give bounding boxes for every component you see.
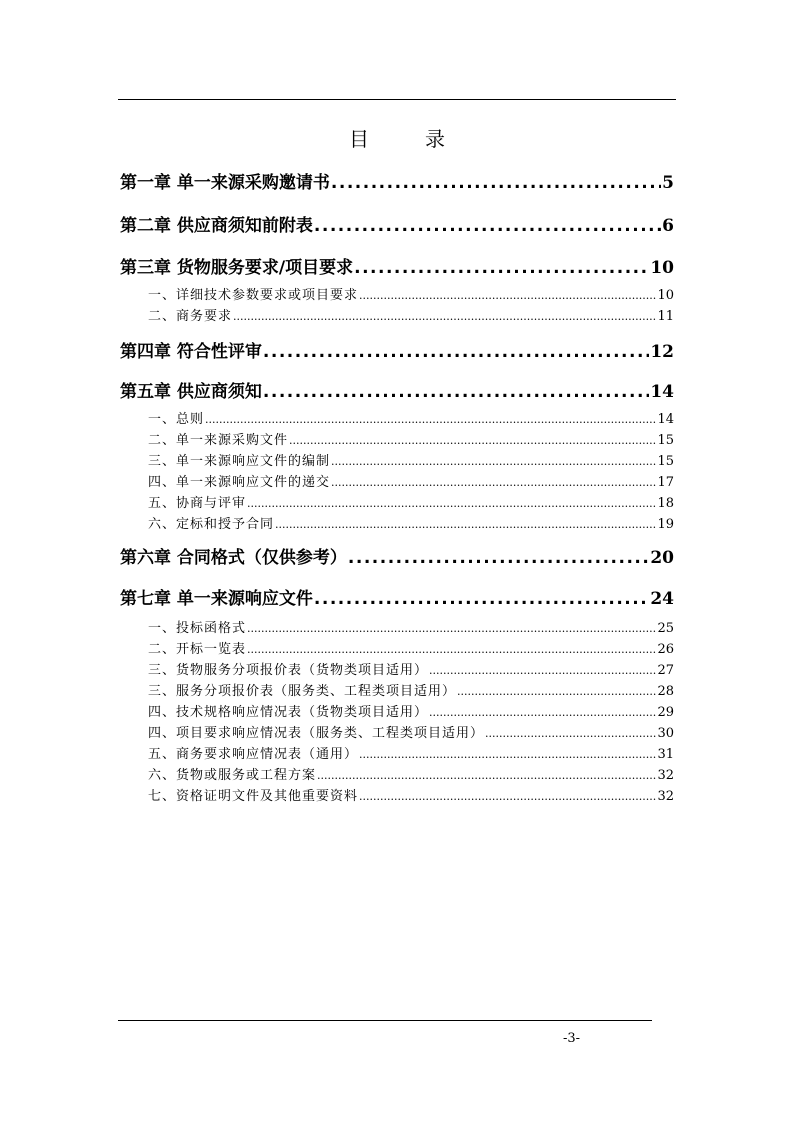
toc-section[interactable] xyxy=(148,284,674,303)
dot-leader xyxy=(233,309,656,324)
toc-chapter-label: 第六章 合同格式（仅供参考） xyxy=(120,548,347,568)
toc-chapter-label: 第七章 单一来源响应文件 xyxy=(120,589,313,609)
toc-chapter-3[interactable] xyxy=(120,253,674,278)
toc-chapter-label: 第三章 货物服务要求/项目要求 xyxy=(120,258,354,278)
toc-chapter-5[interactable] xyxy=(120,377,674,402)
toc-section-label: 三、服务分项报价表（服务类、工程类项目适用） xyxy=(148,684,457,699)
toc-section[interactable] xyxy=(148,450,674,469)
toc-section-label: 四、项目要求响应情况表（服务类、工程类项目适用） xyxy=(148,726,485,741)
toc-section-label: 四、单一来源响应文件的递交 xyxy=(148,475,331,490)
dot-leader xyxy=(457,684,656,699)
dot-leader xyxy=(314,216,661,236)
dot-leader xyxy=(485,726,656,741)
footer-rule xyxy=(118,1020,652,1021)
toc-section-label: 一、总则 xyxy=(148,412,205,427)
dot-leader xyxy=(354,258,649,278)
toc-page-number: 15 xyxy=(657,433,674,448)
toc-chapter-label: 第二章 供应商须知前附表 xyxy=(120,216,313,236)
toc-section-label: 一、投标函格式 xyxy=(148,621,247,636)
toc-page-number: 14 xyxy=(650,382,674,402)
header-rule xyxy=(118,99,676,100)
toc-page-number: 6 xyxy=(662,216,674,236)
toc-chapter-6[interactable] xyxy=(120,543,674,568)
toc-title: 目 录 xyxy=(349,127,463,151)
toc-page-number: 15 xyxy=(657,454,674,469)
toc-page-number: 11 xyxy=(657,309,674,324)
toc-page-number: 30 xyxy=(657,726,674,741)
toc-section-label: 二、单一来源采购文件 xyxy=(148,433,289,448)
toc-page-number: 28 xyxy=(657,684,674,699)
toc-page-number: 27 xyxy=(657,663,674,678)
dot-leader xyxy=(275,517,656,532)
toc-section[interactable] xyxy=(148,305,674,324)
dot-leader xyxy=(348,548,649,568)
dot-leader xyxy=(289,433,656,448)
toc-section-label: 一、详细技术参数要求或项目要求 xyxy=(148,288,359,303)
toc-page-number: 10 xyxy=(650,258,674,278)
toc-section[interactable] xyxy=(148,764,674,783)
dot-leader xyxy=(317,768,656,783)
dot-leader xyxy=(263,382,649,402)
toc-chapter-1[interactable] xyxy=(120,168,674,193)
page-number: -3- xyxy=(563,1031,581,1046)
toc-page-number: 14 xyxy=(657,412,674,427)
toc-page-number: 19 xyxy=(657,517,674,532)
toc-page-number: 32 xyxy=(657,768,674,783)
dot-leader xyxy=(331,475,656,490)
toc-section[interactable] xyxy=(148,492,674,511)
toc-section[interactable] xyxy=(148,429,674,448)
toc-page-number: 10 xyxy=(657,288,674,303)
toc-section[interactable] xyxy=(148,785,674,804)
dot-leader xyxy=(263,342,649,362)
dot-leader xyxy=(359,789,656,804)
toc-section[interactable] xyxy=(148,722,674,741)
toc-chapter-label: 第一章 单一来源采购邀请书 xyxy=(120,173,330,193)
toc-section-label: 六、货物或服务或工程方案 xyxy=(148,768,317,783)
toc-section-label: 六、定标和授予合同 xyxy=(148,517,275,532)
dot-leader xyxy=(331,454,656,469)
toc-page-number: 29 xyxy=(657,705,674,720)
toc-section[interactable] xyxy=(148,701,674,720)
toc-page-number: 12 xyxy=(650,342,674,362)
toc-section-label: 七、资格证明文件及其他重要资料 xyxy=(148,789,359,804)
toc-section[interactable] xyxy=(148,659,674,678)
toc-page-number: 25 xyxy=(657,621,674,636)
toc-section[interactable] xyxy=(148,617,674,636)
toc-page-number: 24 xyxy=(650,589,674,609)
toc-page-number: 5 xyxy=(662,173,674,193)
dot-leader xyxy=(247,496,656,511)
toc-section[interactable] xyxy=(148,471,674,490)
dot-leader xyxy=(429,663,656,678)
toc-chapter-label: 第五章 供应商须知 xyxy=(120,382,262,402)
toc-section[interactable] xyxy=(148,513,674,532)
dot-leader xyxy=(331,173,661,193)
toc-page-number: 26 xyxy=(657,642,674,657)
toc-section-label: 三、货物服务分项报价表（货物类项目适用） xyxy=(148,663,429,678)
dot-leader xyxy=(314,589,649,609)
toc-chapter-2[interactable] xyxy=(120,211,674,236)
toc-section-label: 五、协商与评审 xyxy=(148,496,247,511)
toc-section[interactable] xyxy=(148,638,674,657)
toc-section-label: 五、商务要求响应情况表（通用） xyxy=(148,747,359,762)
toc-section[interactable] xyxy=(148,408,674,427)
dot-leader xyxy=(359,288,656,303)
dot-leader xyxy=(359,747,656,762)
toc-section-label: 二、商务要求 xyxy=(148,309,233,324)
dot-leader xyxy=(247,621,656,636)
toc-section[interactable] xyxy=(148,680,674,699)
dot-leader xyxy=(247,642,656,657)
toc-section-label: 四、技术规格响应情况表（货物类项目适用） xyxy=(148,705,429,720)
toc-section-label: 二、开标一览表 xyxy=(148,642,247,657)
toc-chapter-7[interactable] xyxy=(120,584,674,609)
dot-leader xyxy=(205,412,656,427)
toc-section-label: 三、单一来源响应文件的编制 xyxy=(148,454,331,469)
toc-page-number: 32 xyxy=(657,789,674,804)
toc-page-number: 17 xyxy=(657,475,674,490)
toc-page-number: 18 xyxy=(657,496,674,511)
toc-page-number: 20 xyxy=(650,548,674,568)
toc-page-number: 31 xyxy=(657,747,674,762)
toc-chapter-label: 第四章 符合性评审 xyxy=(120,342,262,362)
toc-section[interactable] xyxy=(148,743,674,762)
toc-chapter-4[interactable] xyxy=(120,337,674,362)
dot-leader xyxy=(429,705,656,720)
